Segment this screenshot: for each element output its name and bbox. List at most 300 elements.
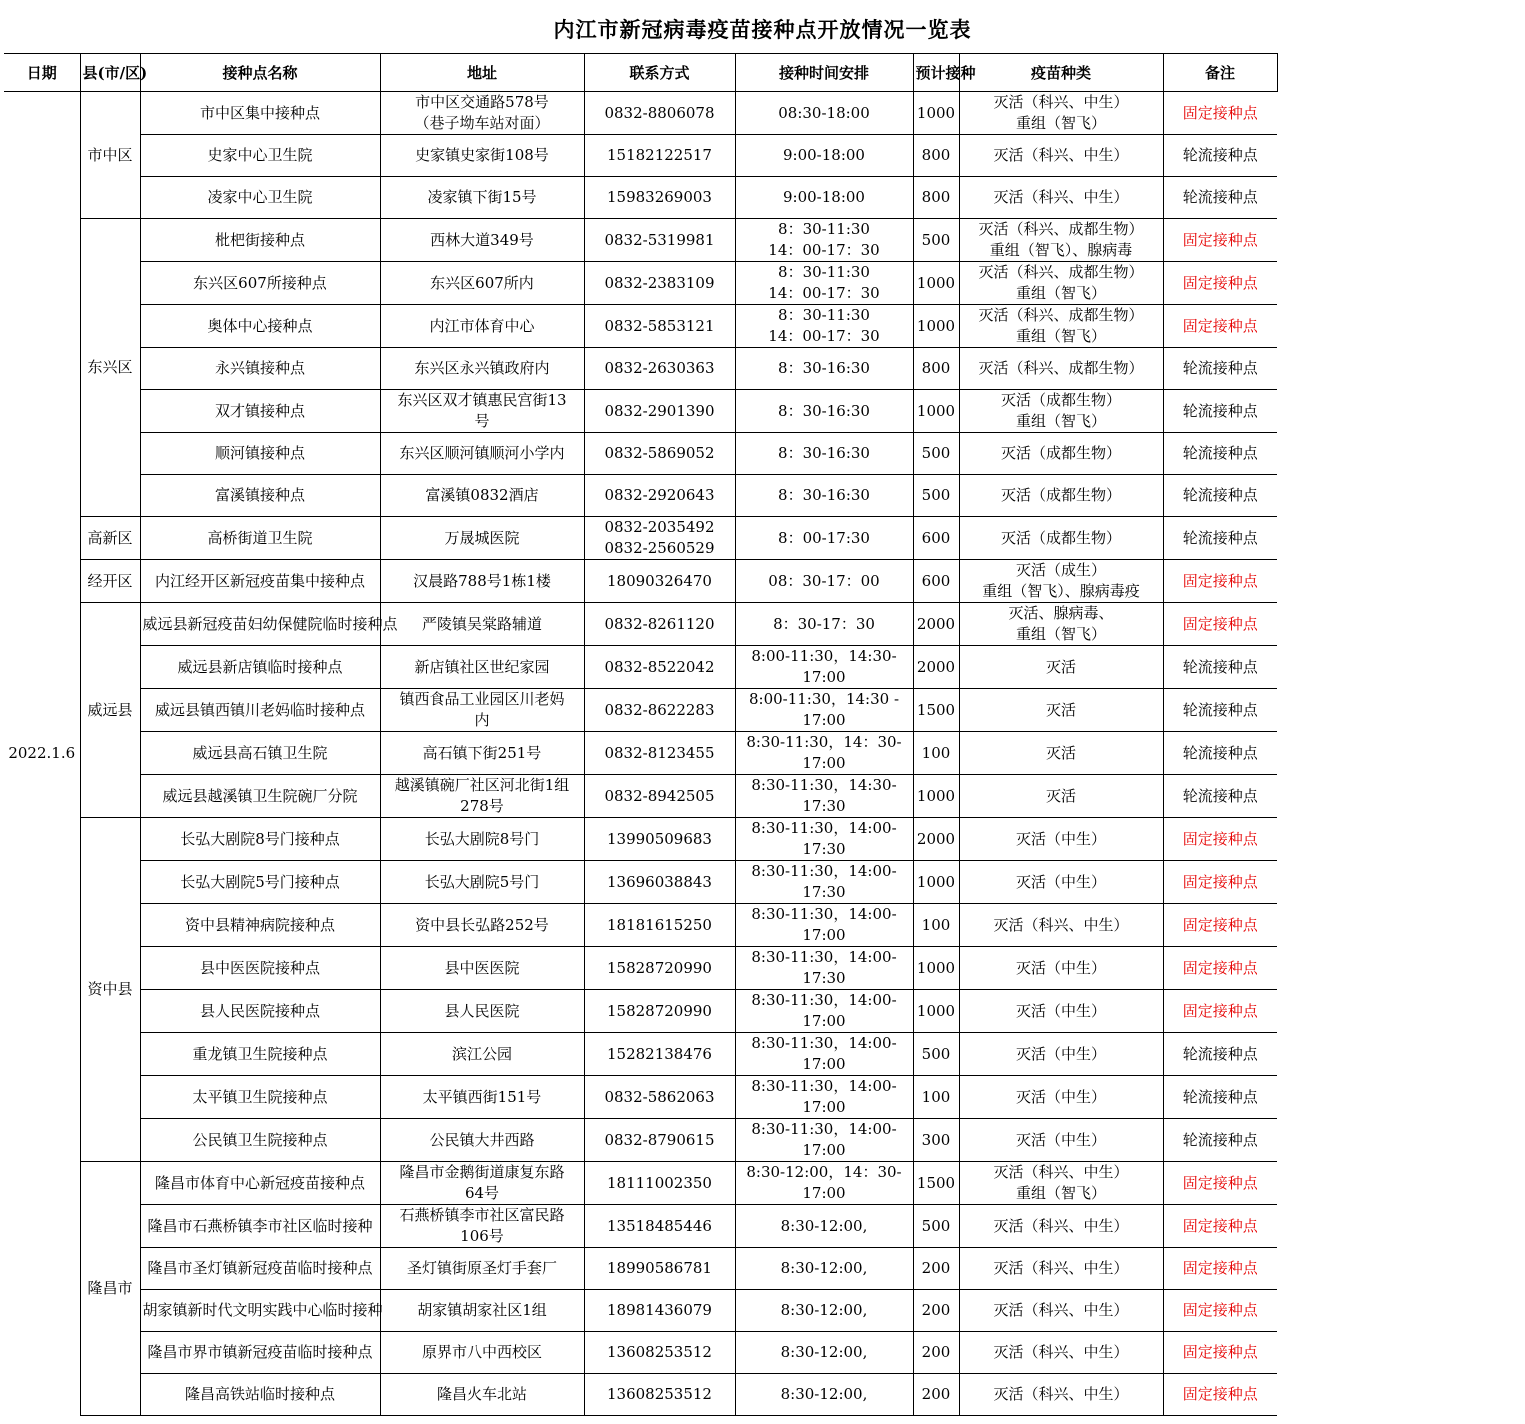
quota-cell: 500 <box>913 475 959 517</box>
quota-cell: 1000 <box>913 861 959 904</box>
address-cell-line: 东兴区607所内 <box>430 273 534 292</box>
contact-cell <box>584 390 735 433</box>
contact-cell <box>584 1076 735 1119</box>
time-cell-line: 8:30-11:30，14：30- <box>746 733 902 751</box>
address-cell-line: 东兴区永兴镇政府内 <box>414 359 550 377</box>
time-cell-line: 8:30-11:30，14:00- <box>751 905 897 923</box>
contact-cell <box>584 1162 735 1205</box>
site-name-cell: 东兴区607所接种点 <box>140 262 380 305</box>
vaccine-cell <box>959 603 1163 646</box>
vaccine-cell <box>959 1205 1163 1248</box>
table-row <box>4 1290 1277 1332</box>
address-cell-line: 万晟城医院 <box>444 528 520 547</box>
vaccine-cell-line: 灭活（科兴、成都生物） <box>978 220 1144 238</box>
contact-cell <box>584 560 735 603</box>
vaccine-cell <box>959 904 1163 947</box>
time-cell <box>735 904 913 947</box>
vaccine-cell-line: 灭活（科兴、中生） <box>993 93 1129 111</box>
quota-cell: 800 <box>913 135 959 177</box>
time-cell-line: 17:00 <box>802 1098 846 1116</box>
quota-cell: 2000 <box>913 646 959 689</box>
vaccine-cell <box>959 517 1163 560</box>
address-cell <box>380 1119 584 1162</box>
address-cell <box>380 219 584 262</box>
address-cell-line: 县人民医院 <box>444 1001 520 1020</box>
time-cell-line: 14：00-17：30 <box>768 241 880 259</box>
quota-cell: 200 <box>913 1290 959 1332</box>
address-cell <box>380 689 584 732</box>
vaccine-cell <box>959 1248 1163 1290</box>
time-cell-line: 8:30-11:30，14:00- <box>751 991 897 1009</box>
time-cell-line: 17:00 <box>802 1184 846 1202</box>
table-row <box>4 775 1277 818</box>
address-cell-line: 资中县长弘路252号 <box>415 915 549 934</box>
time-cell-line: 8：30-11:30 <box>778 306 870 324</box>
vaccine-cell <box>959 433 1163 475</box>
vaccine-cell-line: 灭活（科兴、中生） <box>993 188 1129 206</box>
note-cell: 固定接种点 <box>1163 262 1277 305</box>
time-cell <box>735 475 913 517</box>
vaccine-cell <box>959 390 1163 433</box>
vaccine-cell <box>959 775 1163 818</box>
vaccine-cell <box>959 262 1163 305</box>
quota-cell: 800 <box>913 177 959 219</box>
note-cell: 固定接种点 <box>1163 861 1277 904</box>
table-row <box>4 1332 1277 1374</box>
quota-cell: 1000 <box>913 305 959 348</box>
vaccine-cell-line: 灭活 <box>1045 700 1076 719</box>
time-cell-line: 8:30-12:00, <box>780 1343 868 1361</box>
contact-cell-line: 0832-2630363 <box>604 359 715 377</box>
contact-cell <box>584 348 735 390</box>
county-cell: 高新区 <box>80 517 140 560</box>
vaccine-cell-line: 重组（智飞） <box>1015 625 1106 643</box>
address-cell <box>380 1248 584 1290</box>
contact-cell <box>584 92 735 135</box>
header-time: 接种时间安排 <box>735 54 913 92</box>
note-cell: 轮流接种点 <box>1163 475 1277 517</box>
address-cell-line: 石燕桥镇李市社区富民路 <box>399 1206 565 1224</box>
table-row <box>4 1374 1277 1416</box>
quota-cell: 1000 <box>913 947 959 990</box>
address-cell-line: 内江市体育中心 <box>429 316 535 335</box>
site-name-cell: 胡家镇新时代文明实践中心临时接种 <box>140 1290 380 1332</box>
note-cell: 固定接种点 <box>1163 947 1277 990</box>
time-cell-line: 8:30-12:00, <box>780 1216 868 1235</box>
address-cell-line: 市中区交通路578号 <box>415 93 549 111</box>
vaccine-cell <box>959 92 1163 135</box>
contact-cell-line: 15282138476 <box>607 1044 712 1063</box>
quota-cell: 100 <box>913 1076 959 1119</box>
vaccine-cell <box>959 135 1163 177</box>
address-cell <box>380 603 584 646</box>
vaccine-cell <box>959 1162 1163 1205</box>
time-cell-line: 8:00-11:30，14:30 - <box>748 690 900 708</box>
quota-cell: 1000 <box>913 990 959 1033</box>
address-cell <box>380 861 584 904</box>
table-row <box>4 219 1277 262</box>
time-cell-line: 14：00-17：30 <box>768 327 880 345</box>
vaccine-cell <box>959 1332 1163 1374</box>
address-cell-line: 278号 <box>460 797 504 815</box>
quota-cell: 300 <box>913 1119 959 1162</box>
note-cell: 轮流接种点 <box>1163 177 1277 219</box>
table-row <box>4 990 1277 1033</box>
address-cell <box>380 732 584 775</box>
time-cell-line: 17:30 <box>802 797 846 815</box>
vaccine-cell-line: 灭活（科兴、中生） <box>993 1216 1129 1235</box>
vaccine-cell-line: 灭活（中生） <box>1015 872 1106 891</box>
address-cell <box>380 1076 584 1119</box>
contact-cell <box>584 818 735 861</box>
table-row <box>4 177 1277 219</box>
quota-cell: 500 <box>913 433 959 475</box>
site-name-cell: 重龙镇卫生院接种点 <box>140 1033 380 1076</box>
vaccine-cell-line: 灭活（科兴、中生） <box>993 1301 1129 1319</box>
time-cell-line: 8：30-16:30 <box>778 401 870 420</box>
vaccine-cell-line: 灭活（科兴、中生） <box>993 1343 1129 1361</box>
time-cell <box>735 689 913 732</box>
note-cell: 轮流接种点 <box>1163 775 1277 818</box>
contact-cell-line: 13608253512 <box>607 1385 712 1403</box>
address-cell <box>380 177 584 219</box>
vaccine-cell <box>959 947 1163 990</box>
note-cell: 固定接种点 <box>1163 1162 1277 1205</box>
vaccine-cell-line: 灭活（科兴、成都生物） <box>978 306 1144 324</box>
address-cell-line: 滨江公园 <box>451 1044 512 1063</box>
vaccine-cell <box>959 1374 1163 1416</box>
table-row <box>4 517 1277 560</box>
vaccine-cell <box>959 646 1163 689</box>
note-cell: 轮流接种点 <box>1163 1076 1277 1119</box>
table-row <box>4 818 1277 861</box>
time-cell-line: 17:30 <box>802 840 846 858</box>
contact-cell-line: 0832-8522042 <box>604 657 715 676</box>
table-row <box>4 689 1277 732</box>
site-name-cell: 县中医医院接种点 <box>140 947 380 990</box>
header-name: 接种点名称 <box>140 54 380 92</box>
table-row <box>4 1205 1277 1248</box>
time-cell <box>735 1332 913 1374</box>
contact-cell-line: 15828720990 <box>607 958 712 977</box>
contact-cell-line: 0832-2383109 <box>604 273 715 292</box>
address-cell-line: 号 <box>474 412 490 430</box>
address-cell-line: 106号 <box>460 1227 504 1245</box>
site-name-cell: 县人民医院接种点 <box>140 990 380 1033</box>
vaccine-cell <box>959 818 1163 861</box>
site-name-cell: 史家中心卫生院 <box>140 135 380 177</box>
vaccine-cell <box>959 560 1163 603</box>
address-cell-line: 西林大道349号 <box>430 230 534 249</box>
contact-cell <box>584 177 735 219</box>
note-cell: 固定接种点 <box>1163 219 1277 262</box>
vaccine-cell-line: 重组（智飞） <box>1015 284 1106 302</box>
contact-cell-line: 15828720990 <box>607 1001 712 1020</box>
site-name-cell: 市中区集中接种点 <box>140 92 380 135</box>
address-cell-line: 隆昌市金鹅街道康复东路 <box>399 1163 565 1181</box>
table-row <box>4 1076 1277 1119</box>
time-cell <box>735 861 913 904</box>
time-cell-line: 8:30-12:00, <box>780 1385 868 1403</box>
time-cell-line: 08：30-17：00 <box>768 571 880 590</box>
vaccine-cell <box>959 990 1163 1033</box>
vaccine-cell-line: 灭活（中生） <box>1015 1087 1106 1106</box>
vaccine-cell-line: 灭活（成都生物） <box>1000 486 1121 504</box>
vaccine-cell <box>959 689 1163 732</box>
vaccine-cell-line: 灭活（科兴、中生） <box>993 1259 1129 1277</box>
time-cell <box>735 818 913 861</box>
time-cell <box>735 990 913 1033</box>
quota-cell: 100 <box>913 904 959 947</box>
contact-cell <box>584 219 735 262</box>
vaccine-cell-line: 灭活（中生） <box>1015 829 1106 848</box>
table-row <box>4 1162 1277 1205</box>
contact-cell <box>584 861 735 904</box>
time-cell-line: 8:30-11:30，14:00- <box>751 1077 897 1095</box>
table-row <box>4 433 1277 475</box>
address-cell-line: 东兴区双才镇惠民宫街13 <box>397 391 567 409</box>
address-cell <box>380 1290 584 1332</box>
contact-cell <box>584 646 735 689</box>
address-cell-line: 公民镇大井西路 <box>429 1130 535 1149</box>
time-cell <box>735 92 913 135</box>
vaccine-cell-line: 灭活（中生） <box>1015 1044 1106 1063</box>
county-cell: 东兴区 <box>80 219 140 517</box>
vaccine-cell-line: 灭活（成都生物） <box>1000 528 1121 547</box>
address-cell <box>380 92 584 135</box>
time-cell <box>735 348 913 390</box>
contact-cell-line: 0832-5862063 <box>604 1087 715 1106</box>
header-date: 日期 <box>4 54 80 92</box>
address-cell <box>380 646 584 689</box>
time-cell <box>735 1374 913 1416</box>
table-row <box>4 348 1277 390</box>
vaccine-cell-line: 灭活（中生） <box>1015 1001 1106 1020</box>
note-cell: 轮流接种点 <box>1163 1033 1277 1076</box>
site-name-cell: 凌家中心卫生院 <box>140 177 380 219</box>
table-row <box>4 603 1277 646</box>
contact-cell-line: 0832-5853121 <box>604 316 715 335</box>
note-cell: 固定接种点 <box>1163 1332 1277 1374</box>
time-cell-line: 17:00 <box>802 1141 846 1159</box>
county-cell: 市中区 <box>80 92 140 219</box>
address-cell <box>380 818 584 861</box>
time-cell <box>735 646 913 689</box>
vaccine-cell-line: 灭活 <box>1045 657 1076 676</box>
quota-cell: 1000 <box>913 92 959 135</box>
site-name-cell: 枇杷街接种点 <box>140 219 380 262</box>
address-cell-line: 凌家镇下街15号 <box>427 188 537 206</box>
site-name-cell: 威远县镇西镇川老妈临时接种点 <box>140 689 380 732</box>
quota-cell: 200 <box>913 1374 959 1416</box>
time-cell-line: 17:00 <box>802 711 846 729</box>
contact-cell-line: 0832-8806078 <box>604 103 715 122</box>
contact-cell-line: 18981436079 <box>607 1301 712 1319</box>
note-cell: 固定接种点 <box>1163 603 1277 646</box>
time-cell-line: 17:30 <box>802 969 846 987</box>
vaccine-cell <box>959 1290 1163 1332</box>
quota-cell: 1000 <box>913 775 959 818</box>
time-cell-line: 8：30-11:30 <box>778 263 870 281</box>
vaccine-cell <box>959 1119 1163 1162</box>
vaccine-cell-line: 重组（智飞）、腺病毒疫 <box>982 582 1140 600</box>
address-cell <box>380 135 584 177</box>
time-cell-line: 17:00 <box>802 926 846 944</box>
table-row <box>4 305 1277 348</box>
address-cell-line: 严陵镇吴棠路辅道 <box>421 614 542 633</box>
contact-cell <box>584 689 735 732</box>
time-cell <box>735 433 913 475</box>
site-name-cell: 长弘大剧院5号门接种点 <box>140 861 380 904</box>
county-cell: 资中县 <box>80 818 140 1162</box>
vaccine-cell-line: 灭活（科兴、中生） <box>993 1385 1129 1403</box>
contact-cell-line: 0832-8261120 <box>604 614 715 633</box>
time-cell-line: 8：30-17：30 <box>773 614 875 633</box>
vaccine-cell-line: 重组（智飞）、腺病毒 <box>989 241 1133 259</box>
note-cell: 固定接种点 <box>1163 1374 1277 1416</box>
table-row <box>4 1119 1277 1162</box>
time-cell <box>735 517 913 560</box>
address-cell-line: 汉晨路788号1栋1楼 <box>413 571 551 590</box>
contact-cell <box>584 1332 735 1374</box>
note-cell: 轮流接种点 <box>1163 517 1277 560</box>
address-cell-line: 原界市八中西校区 <box>421 1343 542 1361</box>
header-address: 地址 <box>380 54 584 92</box>
note-cell: 轮流接种点 <box>1163 732 1277 775</box>
header-quota: 预计接种 <box>913 54 959 92</box>
address-cell-line: 镇西食品工业园区川老妈 <box>399 690 565 708</box>
contact-cell-line: 0832-2560529 <box>604 539 715 557</box>
time-cell-line: 8:30-12:00，14：30- <box>746 1163 902 1181</box>
vaccine-cell-line: 灭活（成都生物） <box>1000 444 1121 462</box>
address-cell <box>380 990 584 1033</box>
contact-cell <box>584 433 735 475</box>
time-cell <box>735 1205 913 1248</box>
header-contact: 联系方式 <box>584 54 735 92</box>
header-vaccine: 疫苗种类 <box>959 54 1163 92</box>
time-cell-line: 8:30-12:00, <box>780 1301 868 1319</box>
site-name-cell: 高桥街道卫生院 <box>140 517 380 560</box>
quota-cell: 200 <box>913 1248 959 1290</box>
contact-cell <box>584 262 735 305</box>
time-cell-line: 17:30 <box>802 883 846 901</box>
table-row <box>4 861 1277 904</box>
time-cell <box>735 305 913 348</box>
time-cell <box>735 390 913 433</box>
contact-cell <box>584 517 735 560</box>
address-cell <box>380 775 584 818</box>
site-name-cell: 富溪镇接种点 <box>140 475 380 517</box>
time-cell <box>735 1119 913 1162</box>
quota-cell: 500 <box>913 1033 959 1076</box>
time-cell-line: 9:00-18:00 <box>783 188 865 206</box>
contact-cell <box>584 603 735 646</box>
address-cell <box>380 348 584 390</box>
contact-cell <box>584 135 735 177</box>
quota-cell: 500 <box>913 1205 959 1248</box>
time-cell <box>735 1033 913 1076</box>
note-cell: 固定接种点 <box>1163 305 1277 348</box>
site-name-cell: 威远县新冠疫苗妇幼保健院临时接种点 <box>140 603 380 646</box>
county-cell: 经开区 <box>80 560 140 603</box>
quota-cell: 200 <box>913 1332 959 1374</box>
site-name-cell: 长弘大剧院8号门接种点 <box>140 818 380 861</box>
vaccine-cell-line: 灭活（科兴、中生） <box>993 146 1129 164</box>
time-cell <box>735 135 913 177</box>
time-cell-line: 8:30-11:30，14:00- <box>751 819 897 837</box>
contact-cell <box>584 475 735 517</box>
address-cell <box>380 947 584 990</box>
time-cell-line: 8：30-11:30 <box>778 220 870 238</box>
table-row <box>4 135 1277 177</box>
address-cell-line: 64号 <box>464 1184 500 1202</box>
vaccine-cell-line: 灭活 <box>1045 743 1076 762</box>
address-cell-line: 内 <box>474 711 490 729</box>
address-cell-line: 东兴区顺河镇顺河小学内 <box>399 444 565 462</box>
note-cell: 轮流接种点 <box>1163 1119 1277 1162</box>
table-row <box>4 1248 1277 1290</box>
address-cell-line: 越溪镇碗厂社区河北街1组 <box>394 776 570 794</box>
vaccine-cell <box>959 305 1163 348</box>
address-cell <box>380 305 584 348</box>
time-cell <box>735 947 913 990</box>
contact-cell-line: 0832-8123455 <box>604 743 715 762</box>
time-cell-line: 8:30-11:30，14:00- <box>751 1120 897 1138</box>
time-cell-line: 08:30-18:00 <box>778 103 870 122</box>
vaccine-cell-line: 灭活、腺病毒、 <box>1008 604 1114 622</box>
vaccine-cell-line: 重组（智飞） <box>1015 412 1106 430</box>
site-name-cell: 隆昌市石燕桥镇李市社区临时接种 <box>140 1205 380 1248</box>
time-cell-line: 17:00 <box>802 1012 846 1030</box>
time-cell-line: 8：30-16:30 <box>778 444 870 462</box>
site-name-cell: 顺河镇接种点 <box>140 433 380 475</box>
note-cell: 固定接种点 <box>1163 1248 1277 1290</box>
contact-cell-line: 0832-8622283 <box>604 700 715 719</box>
contact-cell-line: 0832-5869052 <box>604 444 715 462</box>
address-cell <box>380 1162 584 1205</box>
site-name-cell: 资中县精神病院接种点 <box>140 904 380 947</box>
site-name-cell: 威远县新店镇临时接种点 <box>140 646 380 689</box>
vaccination-table <box>4 53 1278 1416</box>
vaccine-cell <box>959 219 1163 262</box>
table-row <box>4 390 1277 433</box>
quota-cell: 2000 <box>913 603 959 646</box>
address-cell-line: 高石镇下街251号 <box>422 743 542 762</box>
site-name-cell: 隆昌市圣灯镇新冠疫苗临时接种点 <box>140 1248 380 1290</box>
address-cell <box>380 904 584 947</box>
contact-cell <box>584 1119 735 1162</box>
time-cell-line: 8：30-16:30 <box>778 486 870 504</box>
quota-cell: 500 <box>913 219 959 262</box>
table-body <box>4 92 1277 1416</box>
note-cell: 轮流接种点 <box>1163 135 1277 177</box>
quota-cell: 800 <box>913 348 959 390</box>
county-cell: 隆昌市 <box>80 1162 140 1416</box>
vaccine-cell <box>959 177 1163 219</box>
note-cell: 固定接种点 <box>1163 92 1277 135</box>
note-cell: 轮流接种点 <box>1163 646 1277 689</box>
contact-cell-line: 15182122517 <box>607 146 712 164</box>
contact-cell-line: 18990586781 <box>607 1259 712 1277</box>
site-name-cell: 双才镇接种点 <box>140 390 380 433</box>
table-row <box>4 646 1277 689</box>
address-cell-line: 新店镇社区世纪家园 <box>414 657 550 676</box>
contact-cell <box>584 305 735 348</box>
site-name-cell: 奥体中心接种点 <box>140 305 380 348</box>
time-cell-line: 8:30-11:30，14:00- <box>751 948 897 966</box>
table-row <box>4 1033 1277 1076</box>
table-row <box>4 904 1277 947</box>
